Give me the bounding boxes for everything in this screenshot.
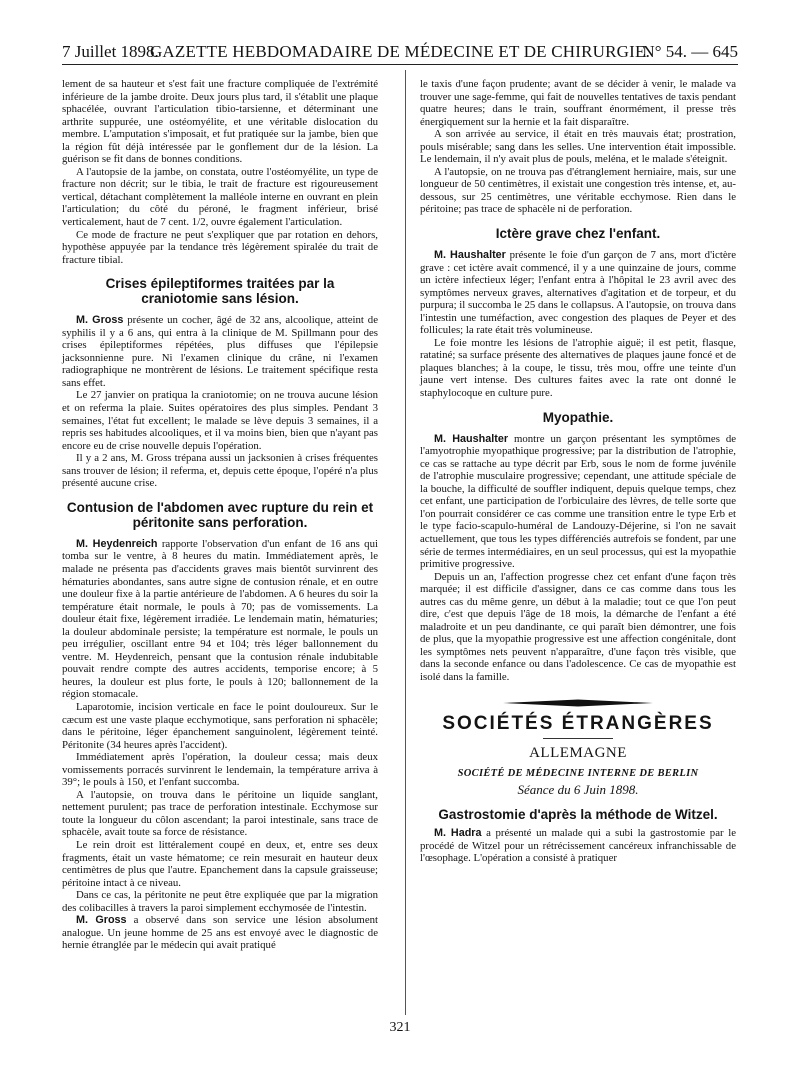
paragraph: Immédiatement après l'opération, la douleur cessa; mais deux vomissements porracés survinrent le lendemain, la température arriva à 39°; le pouls à 150, et l'enfant succomba.	[62, 751, 378, 789]
session-date: Séance du 6 Juin 1898.	[517, 782, 639, 798]
paragraph: A l'autopsie, on ne trouva pas d'étranglement herniaire, mais, sur une longueur de 50 centimètres, il existait une congestion très intense, et, au-dessous, sur 25 centimètres, une véritable ecchymose. Rien dans le péritoine; pas trace de sphacèle ni de perforation.	[420, 165, 736, 216]
paragraph: A son arrivée au service, il était en très mauvais état; prostration, pouls misérable; sang dans les selles. Une intervention était impossible. Le lendemain, il n'y avait plus de pouls, meléna, et le malade s'éteignit.	[420, 128, 736, 166]
section-heading: Crises épileptiformes traitées par la craniotomie sans lésion.	[105, 276, 335, 307]
paragraph-text: présente un cocher, âgé de 32 ans, alcoolique, atteint de syphilis il y a 6 ans, qui entra à la clinique de M. Spillmann pour des crises épileptiformes répétées, plus diffuses que l'épilepsie jacksonnienne pure. Ni l'examen clinique du crâne, ni l'examen radiographique ne montrèrent de lésions. Le traitement spécifique resta sans effet.	[62, 314, 378, 389]
paragraph-text: a présenté un malade qui a subi la gastrostomie par le procédé de Witzel pour un rétrécissement cancéreux infranchissable de l'œsophage. L'opération a consisté à pratiquer	[420, 827, 736, 865]
paragraph-text: présente le foie d'un garçon de 7 ans, mort d'ictère grave : cet ictère avait commencé, il y a une quinzaine de jours, comme un ictère infectieux léger; l'enfant entra à l'hôpital le 23 avril avec des symptômes nerveux graves, alternatives d'agitation et de torpeur, et du purpura; il succomba le 25 dans le collapsus. A l'autopsie, on trouva dans l'intestin une tuméfaction, avec congestion des plaques de Peyer et des follicules; la rate était très volumineuse.	[420, 249, 737, 337]
running-header	[62, 36, 738, 62]
paragraph: A l'autopsie, on trouva dans le péritoine un liquide sanglant, nettement purulent; pas trace de perforation intestinale. Ecchymose sur toute la longueur du côlon ascendant; la paroi intestinale, sans trace de sphacèle, avait toute sa force de résistance.	[62, 788, 378, 839]
speaker-name: M. Heydenreich	[76, 537, 158, 550]
paragraph	[62, 914, 378, 952]
country-heading: ALLEMAGNE	[529, 745, 627, 762]
right-column	[420, 78, 736, 865]
speaker-name: M. Hadra	[434, 827, 482, 840]
paragraph	[62, 314, 378, 389]
paragraph: Ce mode de fracture ne peut s'expliquer que par rotation en dehors, hypothèse appuyée par la tendance très légèrement spiralée du trait de fracture tibial.	[62, 228, 378, 266]
issue-date: 7 Juillet 1898.	[62, 42, 159, 61]
paragraph-text: montre un garçon présentant les symptômes de l'amyotrophie myopathique progressive; par la distribution de l'atrophie, ce cas se rattache au type décrit par Erb, sous le nom de forme juvénile de l'atrophie musculaire progressive; cependant, une attitude spéciale de la bouche, la difficulté de souffler indiquent, depuis quelque temps, chez cet enfant, une participation de l'orbiculaire des lèvres, de telle sorte que l'on pourrait considérer ce cas comme une transition entre le type Erb et le type facio-scapulo-huméral de Landouzy-Déjerine, si l'on ne savait actuellement, que tous les types différenciés autrefois se fondent, par une série de termes intermédiaires, en un seul processus, qui est la myopathie primitive progressive.	[420, 432, 737, 571]
paragraph: Depuis un an, l'affection progresse chez cet enfant d'une façon très marquée; il est difficile d'assigner, dans ce cas comme dans tous les autres cas du même genre, un début à la maladie; tout ce que l'on peut dire, c'est que depuis l'âge de 18 mois, la démarche de l'enfant a été maladroite et un peu dandinante, ce qui paraît bien démontrer, une fois de plus, que la myopathie progressive est une affection congénitale, dont les symptômes nets peuvent n'apparaître, d'une façon très visible, que dans la seconde enfance ou dans l'adolescence. Ce cas de myopathie est isolé dans la famille.	[420, 570, 736, 683]
paragraph: Laparotomie, incision verticale en face le point douloureux. Sur le cæcum est une vaste plaque ecchymotique, sans perforation ni sphacèle; dans le péritoine, léger épanchement sanguinolent, légèrement teinté. Péritonite (34 heures après l'accident).	[62, 700, 378, 751]
paragraph	[420, 433, 736, 571]
paragraph: Le rein droit est littéralement coupé en deux, et, entre ses deux fragments, était un vaste hématome; ce rein mesurait en hauteur deux centimètres de plus que l'autre. Epanchement dans la capsule graisseuse; péritoine intact à ce niveau.	[62, 838, 378, 889]
header-rule	[62, 64, 738, 65]
section-heading: Contusion de l'abdomen avec rupture du rein et péritonite sans perforation.	[66, 499, 374, 530]
column-divider	[405, 70, 406, 1015]
speaker-name: M. Haushalter	[434, 249, 506, 262]
journal-title: GAZETTE HEBDOMADAIRE DE MÉDECINE ET DE CHIRURGIE.	[149, 42, 651, 61]
paragraph: Le foie montre les lésions de l'atrophie aiguë; il est petit, flasque, ratatiné; sa surface présente des alternatives de plaques jaune foncé et de plaques blanches; à la coupe, le tissu, très mou, offre une teinte d'un jaune vert intense. Des cultures faites avec la rate ont donné le staphylocoque en culture pure.	[420, 336, 736, 400]
page-number: 321	[389, 1020, 411, 1035]
ornament-divider	[503, 698, 653, 708]
left-column	[62, 78, 378, 952]
paragraph: lement de sa hauteur et s'est fait une fracture compliquée de l'extrémité inférieure de la jambe droite. Deux jours plus tard, il s'établit une plaque sphacélée, ouvrant l'articulation tibio-tarsienne, et déterminant une arthrite suppurée, une ostéomyélite, et une véritable dislocation du membre. L'amputation s'imposait, et fut pratiquée sur la jambe, bien que la région fût déjà intéressée par le gonflement dur de la lésion. La guérison se fit dans de bonnes conditions.	[62, 78, 378, 166]
society-name: SOCIÉTÉ DE MÉDECINE INTERNE DE BERLIN	[457, 767, 699, 779]
paragraph-text: a observé dans son service une lésion absolument analogue. Un jeune homme de 25 ans est envoyé avec le diagnostic de hernie étranglée par le médecin qui avait pratiqué	[62, 914, 379, 952]
section-title: SOCIÉTÉS ÉTRANGÈRES	[442, 712, 714, 734]
short-rule	[543, 738, 613, 739]
section-heading: Myopathie.	[542, 409, 614, 425]
speaker-name: M. Haushalter	[434, 432, 509, 445]
paragraph: Dans ce cas, la péritonite ne peut être expliquée que par la migration des colibacilles à travers la paroi simplement ecchymosée de l'intestin.	[62, 889, 378, 914]
paragraph: Il y a 2 ans, M. Gross trépana aussi un jacksonien à crises fréquentes sans trouver de lésion; il referma, et, depuis cette époque, l'opéré n'a plus présenté aucune crise.	[62, 452, 378, 490]
paragraph: Le 27 janvier on pratiqua la craniotomie; on ne trouva aucune lésion et on referma la plaie. Suites opératoires des plus simples. Pendant 3 semaines, l'état fut excellent; le malade se lève depuis 3 semaines, il a repris ses habitudes alcooliques, et il va moins bien, bien que n'ayant pas encore eu de crise nouvelle depuis l'opération.	[62, 389, 378, 452]
paragraph: le taxis d'une façon prudente; avant de se décider à venir, le malade va trouver une sage-femme, qui fait de nouvelles tentatives de taxis pendant quatre heures; dans le train, souffrant énormément, il presse très énergiquement sur la hernie et la fait disparaître.	[420, 78, 736, 128]
paragraph	[420, 827, 736, 865]
section-heading: Ictère grave chez l'enfant.	[495, 226, 661, 242]
paragraph	[420, 249, 736, 337]
issue-number: N° 54. — 645	[642, 42, 738, 61]
paragraph	[62, 538, 378, 701]
paragraph-text: rapporte l'observation d'un enfant de 16 ans qui tomba sur le ventre, à 8 heures du matin. Immédiatement après, le malade ne présenta pas d'accidents graves mais bientôt survinrent des hématuries abondantes, sans autre signe de contusion rénale, et en outre une douleur fixe à la partie antérieure de l'abdomen. A 6 heures du soir la température était normale, le pouls à 70; pas de vomissements. La douleur était fixe, légèrement irradiée. Le lendemain matin, hématuries; la douleur abdominale persiste; la température est normale, le pouls un peu irrégulier, oscillant entre 94 et 104; très léger ballonnement du ventre. M. Heydenreich, pensant que la contusion rénale indubitable pouvait rendre compte des autres accidents, temporise encore; à 5 heures, la douleur est plus forte, le pouls à 120; ballonnement de la région stomacale.	[62, 537, 378, 701]
speaker-name: M. Gross	[76, 314, 124, 327]
section-heading: Gastrostomie d'après la méthode de Witzel.	[438, 806, 718, 822]
paragraph: A l'autopsie de la jambe, on constata, outre l'ostéomyélite, un type de fracture non décrit; sur le tibia, le trait de fracture est rigoureusement vertical, détachant complètement la malléole interne en ouvrant en plein l'articulation; du côté du péroné, le fragment inférieur, brisé verticalement, haut de 7 cent. 1/2, ouvre également l'articulation.	[62, 165, 378, 229]
speaker-name: M. Gross	[76, 914, 127, 927]
